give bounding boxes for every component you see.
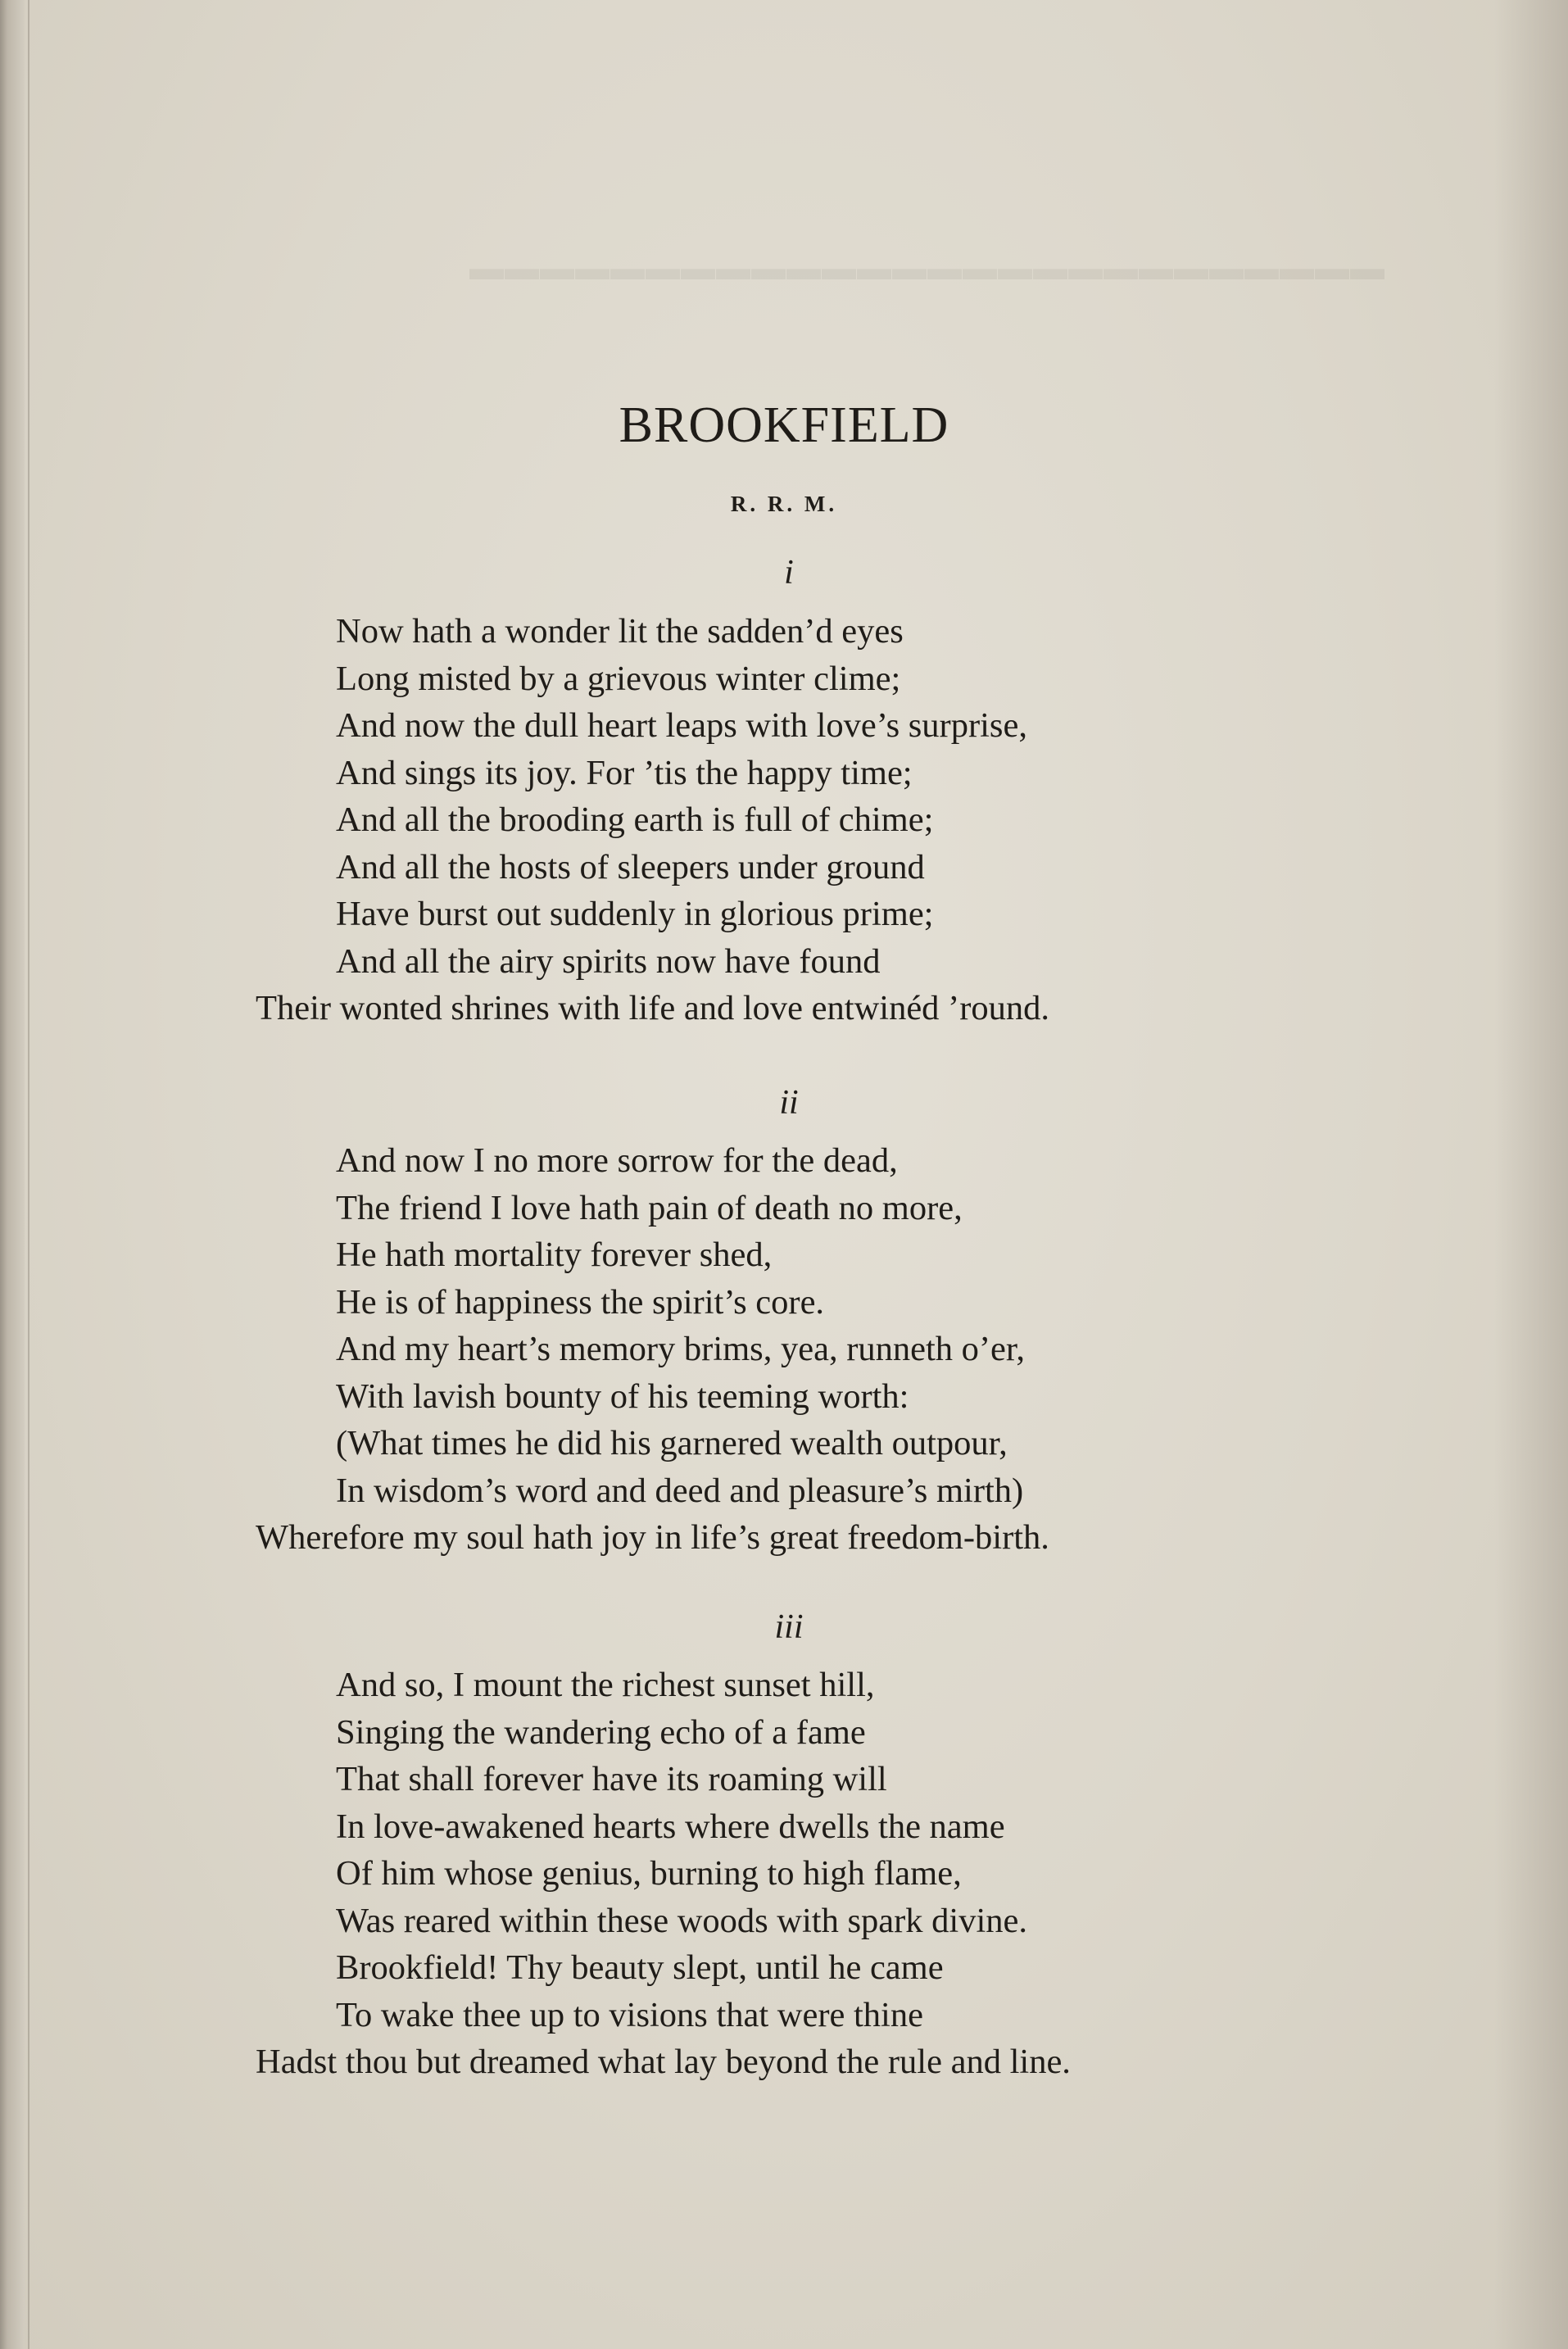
poem-line: And my heart’s memory brims, yea, runneth o’er, [336, 1330, 1025, 1368]
poem-dedication: R. R. M. [730, 492, 838, 516]
stanza-numeral: i [784, 554, 794, 592]
poem-line: With lavish bounty of his teeming worth: [336, 1376, 909, 1416]
poem-line: And all the airy spirits now have found [336, 941, 881, 981]
poem-line: Long misted by a grievous winter clime; [336, 659, 901, 698]
poem-line: That shall forever have its roaming will [336, 1760, 887, 1798]
poem-line: And all the brooding earth is full of chime; [336, 800, 934, 839]
poem-line: Of him whose genius, burning to high flame, [336, 1854, 962, 1893]
poem-line: Brookfield! Thy beauty slept, until he came [336, 1948, 944, 1987]
poem-line: The friend I love hath pain of death no more, [336, 1188, 963, 1227]
poem-line: (What times he did his garnered wealth outpour, [336, 1424, 1008, 1462]
poem-line: And now the dull heart leaps with love’s surprise, [336, 706, 1027, 745]
poem-line: Hadst thou but dreamed what lay beyond the rule and line. [256, 2043, 1071, 2081]
poem-line: Have burst out suddenly in glorious prime; [336, 895, 934, 933]
poem-line: Their wonted shrines with life and love entwinéd ’round. [256, 989, 1049, 1027]
page-gutter [0, 0, 25, 2349]
poem-title: BROOKFIELD [619, 397, 949, 453]
poem-line: In love-awakened hearts where dwells the name [336, 1807, 1005, 1846]
poem-line: He is of happiness the spirit’s core. [336, 1282, 825, 1322]
poem-line: And so, I mount the richest sunset hill, [336, 1666, 875, 1704]
page-edge-shadow [1494, 0, 1568, 2349]
poem-line: Now hath a wonder lit the sadden’d eyes [336, 612, 904, 651]
poem-line: Singing the wandering echo of a fame [336, 1712, 866, 1752]
stanza-numeral: ii [779, 1084, 799, 1122]
poem-line: And sings its joy. For ’tis the happy time; [336, 753, 913, 792]
show-through-texture: ▬▬▬▬▬▬▬▬▬▬▬▬▬▬▬▬▬▬▬▬▬▬▬▬▬▬ [469, 250, 1384, 288]
poem-line: And all the hosts of sleepers under ground [336, 847, 925, 887]
poem-line: He hath mortality forever shed, [336, 1236, 773, 1274]
poem-line: To wake thee up to visions that were thine [336, 1995, 923, 2034]
poem-line: In wisdom’s word and deed and pleasure’s mirth) [336, 1471, 1024, 1510]
poem-line: Wherefore my soul hath joy in life’s great freedom-birth. [256, 1518, 1049, 1557]
stanza-numeral: iii [774, 1608, 804, 1646]
poem-line: And now I no more sorrow for the dead, [336, 1141, 898, 1180]
poem-line: Was reared within these woods with spark divine. [336, 1901, 1028, 1940]
